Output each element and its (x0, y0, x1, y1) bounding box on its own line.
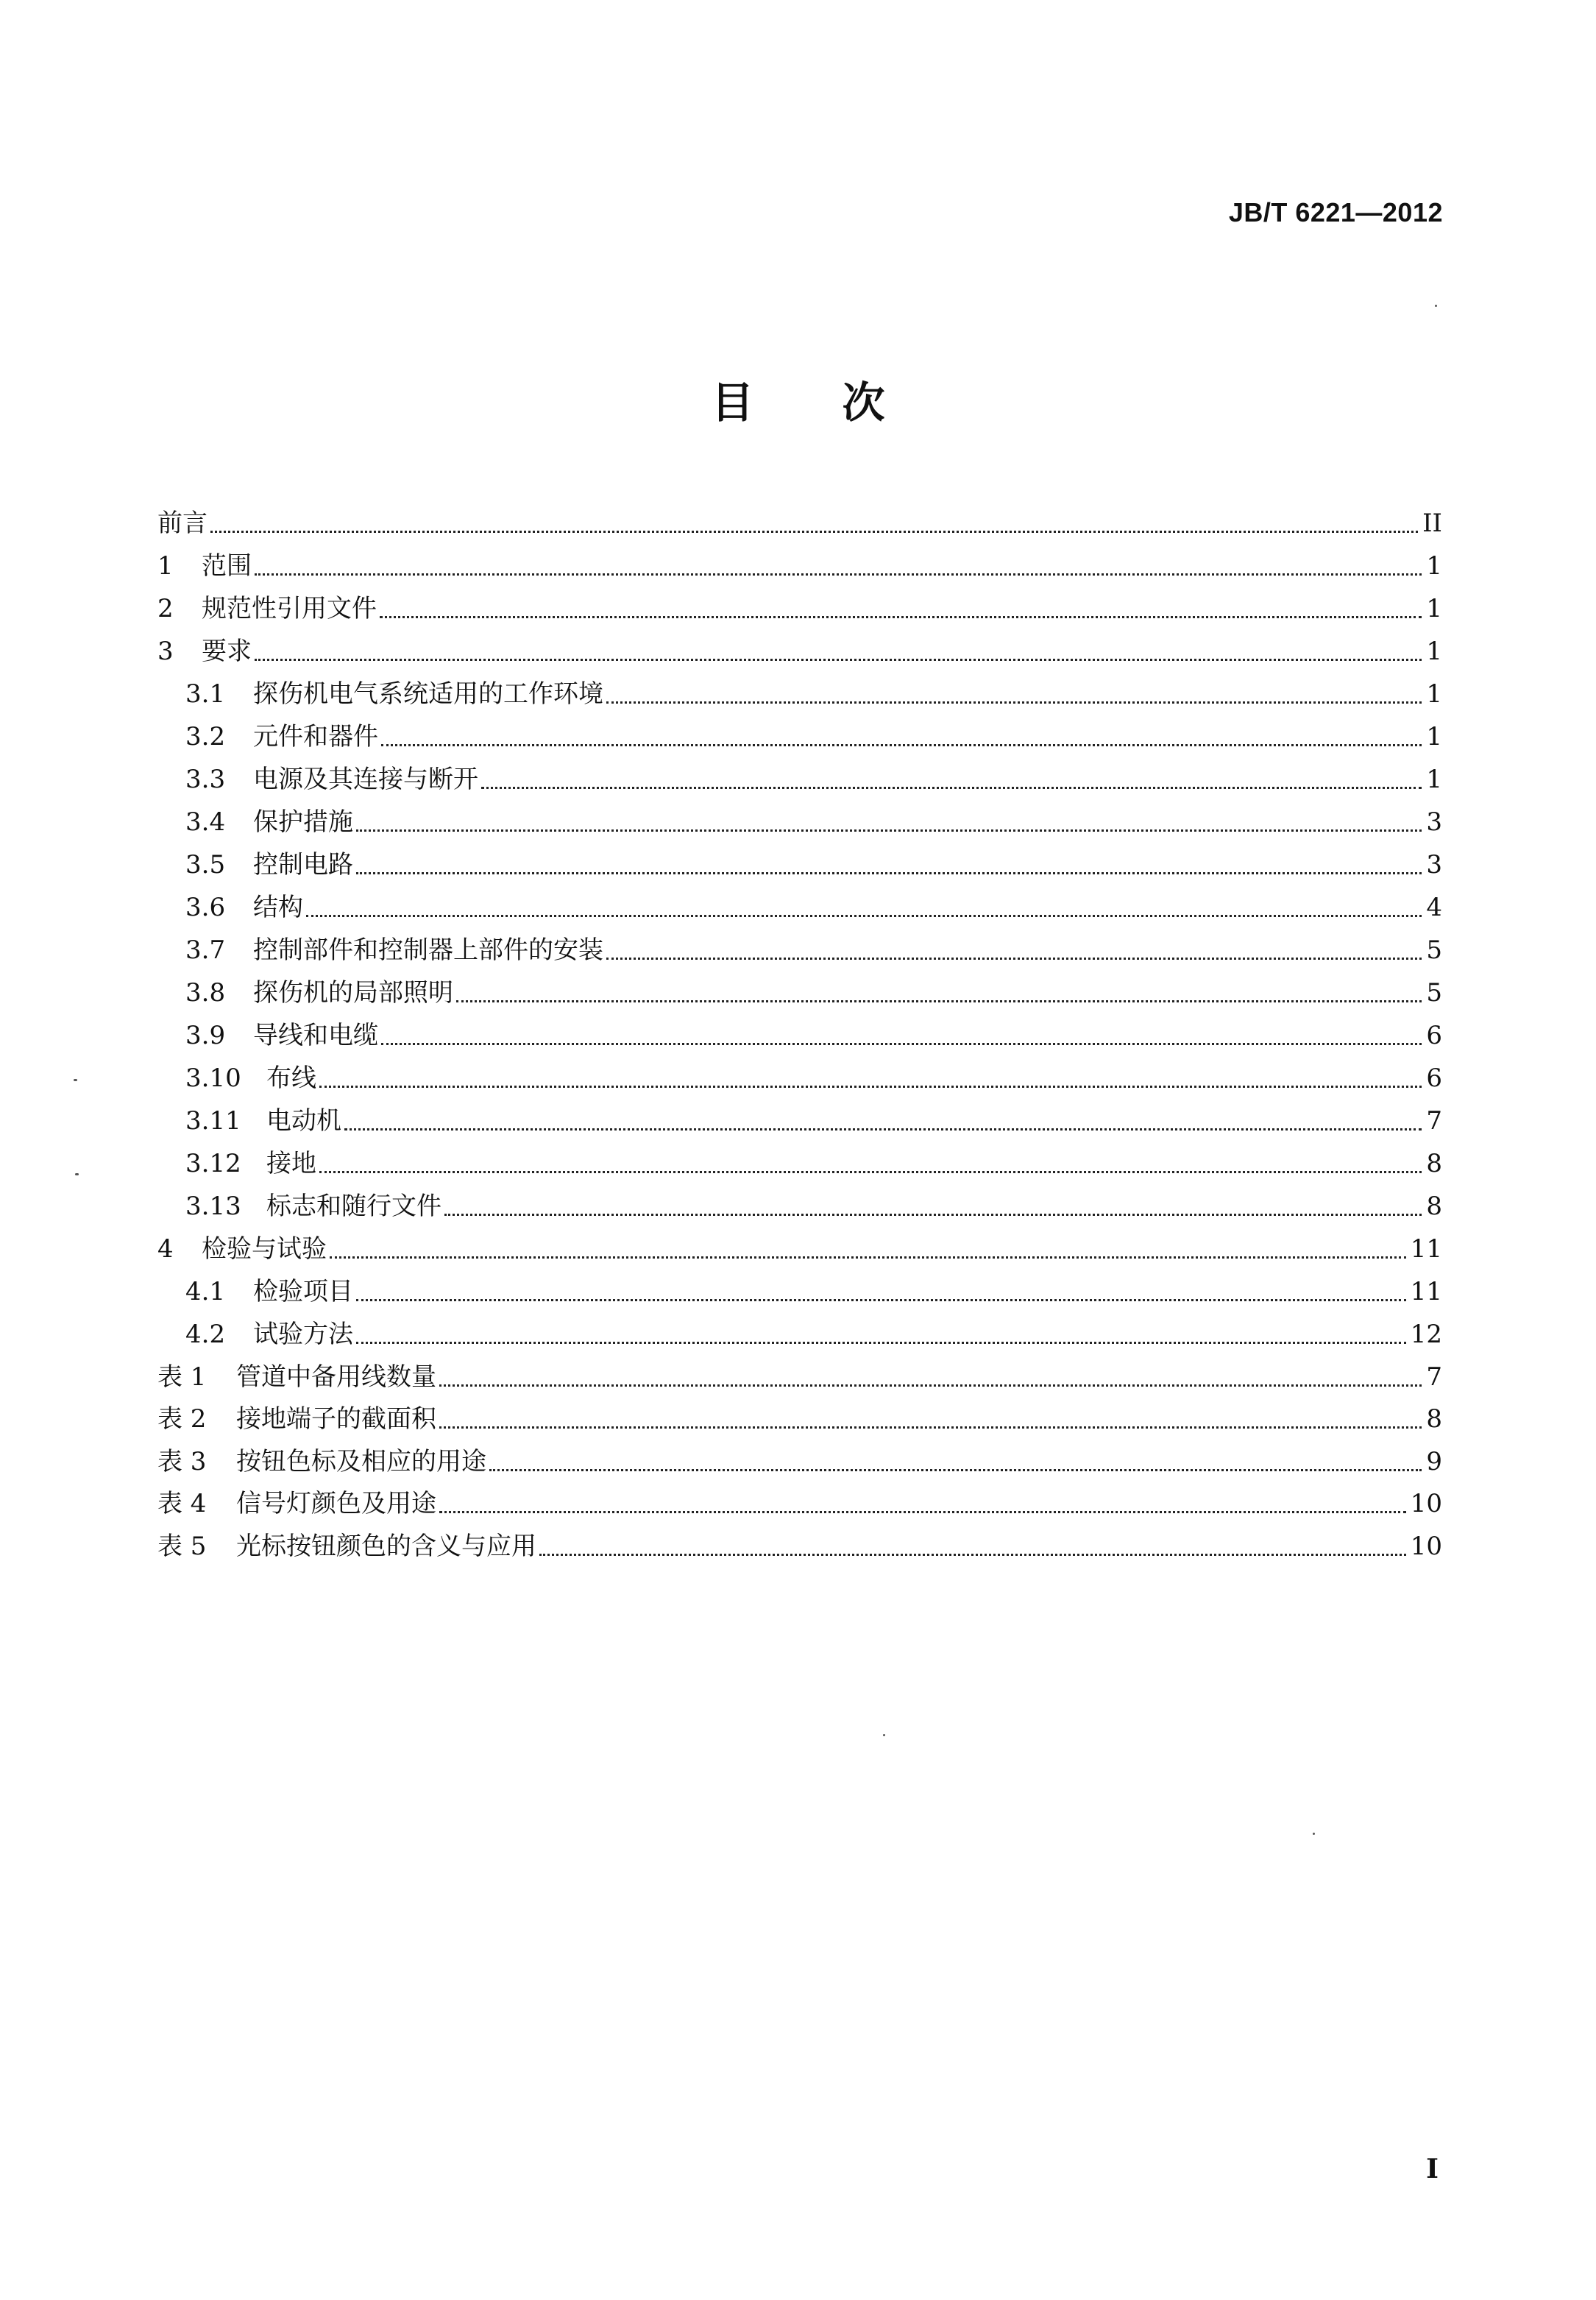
toc-entry-page: 7 (1426, 1106, 1442, 1136)
toc-entry-page: 12 (1410, 1320, 1442, 1349)
leader-dots (255, 573, 1422, 576)
toc-title-left: 目 (711, 378, 754, 428)
toc-entry-label: 控制电路 (253, 850, 353, 880)
table-list-entry[interactable] (157, 1525, 1442, 1568)
toc-entry-label: 元件和器件 (253, 722, 378, 751)
leader-dots (439, 1511, 1406, 1513)
table-page: 7 (1426, 1362, 1442, 1392)
toc-entry[interactable] (157, 587, 1442, 630)
toc-entry[interactable] (157, 1313, 1442, 1356)
scan-speck (75, 1173, 79, 1175)
toc-entry-number: 3.11 (185, 1106, 241, 1136)
table-number: 表 3 (157, 1446, 207, 1476)
toc-entry[interactable] (157, 1014, 1442, 1057)
toc-entry[interactable] (157, 502, 1442, 545)
toc-entry[interactable] (157, 1142, 1442, 1185)
toc-entry-number: 4.1 (185, 1277, 226, 1306)
toc-entry[interactable] (157, 1185, 1442, 1228)
table-label: 信号灯颜色及用途 (236, 1489, 436, 1518)
scan-speck (1313, 1833, 1315, 1835)
table-page: 8 (1426, 1404, 1442, 1434)
table-number: 表 5 (157, 1531, 207, 1561)
toc-entry-label: 范围 (202, 551, 252, 581)
leader-dots (255, 659, 1422, 661)
toc-entry-number: 3.7 (185, 935, 226, 965)
toc-entry-page: 6 (1426, 1064, 1442, 1093)
toc-entry-label: 导线和电缆 (253, 1021, 378, 1050)
scan-speck (1435, 305, 1437, 307)
leader-dots (539, 1554, 1406, 1556)
toc-entry-number: 3.2 (185, 722, 226, 751)
table-label: 按钮色标及相应的用途 (236, 1446, 486, 1476)
toc-entry-number: 4.2 (185, 1320, 226, 1349)
toc-entry-page: 5 (1426, 978, 1442, 1008)
toc-entry-number: 3.9 (185, 1021, 226, 1050)
toc-entry[interactable] (157, 1057, 1442, 1100)
table-page: 10 (1410, 1531, 1442, 1561)
toc-entry[interactable] (157, 758, 1442, 801)
toc-entry[interactable] (157, 1228, 1442, 1270)
scan-speck (74, 1079, 77, 1081)
table-list-entry[interactable] (157, 1440, 1442, 1483)
leader-dots (356, 829, 1422, 832)
toc-entry-label: 规范性引用文件 (202, 594, 377, 623)
toc-entry-label: 结构 (253, 893, 303, 922)
toc-entry-page: 1 (1426, 551, 1442, 581)
toc-entry-label: 探伤机电气系统适用的工作环境 (253, 679, 603, 709)
toc-entry-number: 3.13 (185, 1192, 241, 1221)
leader-dots (306, 915, 1422, 917)
toc-entry-label: 电源及其连接与断开 (253, 765, 478, 794)
toc-entry[interactable] (157, 972, 1442, 1014)
toc-entry-label: 探伤机的局部照明 (253, 978, 453, 1008)
leader-dots (489, 1469, 1422, 1471)
toc-entry-number: 3.8 (185, 978, 226, 1008)
toc-entry-label: 要求 (202, 637, 252, 666)
leader-dots (319, 1171, 1422, 1173)
toc-entry[interactable] (157, 1270, 1442, 1313)
toc-entry[interactable] (157, 1100, 1442, 1142)
table-number: 表 1 (157, 1362, 207, 1392)
toc-entry-page: 11 (1410, 1277, 1442, 1306)
toc-entry[interactable] (157, 886, 1442, 929)
toc-entry-label: 电动机 (266, 1106, 341, 1136)
leader-dots (481, 787, 1422, 789)
table-list-entry[interactable] (157, 1398, 1442, 1441)
toc-entry-page: 3 (1426, 807, 1442, 837)
toc-title (0, 368, 1596, 430)
toc-entry-page: 1 (1426, 765, 1442, 794)
leader-dots (456, 1000, 1422, 1002)
leader-dots (210, 531, 1418, 533)
toc-entry-page: 6 (1426, 1021, 1442, 1050)
leader-dots (380, 616, 1422, 618)
toc-entry-page: 1 (1426, 637, 1442, 666)
table-page: 10 (1410, 1489, 1442, 1518)
toc-entry[interactable] (157, 630, 1442, 673)
toc-entry-number: 3.5 (185, 850, 226, 880)
leader-dots (356, 872, 1422, 874)
document-code: JB/T 6221—2012 (1228, 197, 1443, 227)
toc-entry-label: 接地 (266, 1149, 316, 1178)
toc-entry-label: 试验方法 (253, 1320, 353, 1349)
toc-entry-page: 1 (1426, 722, 1442, 751)
leader-dots (381, 1043, 1422, 1045)
toc-entry[interactable] (157, 843, 1442, 886)
toc-entry-page: 1 (1426, 679, 1442, 709)
toc-entry[interactable] (157, 545, 1442, 587)
leader-dots (439, 1384, 1422, 1387)
toc-entry-label: 检验与试验 (202, 1234, 327, 1264)
leader-dots (356, 1299, 1406, 1301)
table-page: 9 (1426, 1446, 1442, 1476)
toc-entry-number: 3.10 (185, 1064, 241, 1093)
toc-entry-number: 3.3 (185, 765, 226, 794)
table-number: 表 4 (157, 1489, 207, 1518)
toc-entry-label: 保护措施 (253, 807, 353, 837)
toc-entry-number: 3.4 (185, 807, 226, 837)
toc-entry-number: 3.12 (185, 1149, 241, 1178)
leader-dots (356, 1342, 1406, 1344)
table-label: 管道中备用线数量 (236, 1362, 436, 1392)
toc-entry[interactable] (157, 929, 1442, 972)
table-number: 表 2 (157, 1404, 207, 1434)
table-list-entry[interactable] (157, 1483, 1442, 1526)
toc-entry-label: 布线 (266, 1064, 316, 1093)
table-label: 接地端子的截面积 (236, 1404, 436, 1434)
toc-entry[interactable] (157, 673, 1442, 715)
toc-entry-page: 8 (1426, 1149, 1442, 1178)
toc-entry-label: 标志和随行文件 (266, 1192, 441, 1221)
toc-entry-number: 3 (157, 637, 174, 666)
leader-dots (319, 1086, 1422, 1088)
toc-entry-number: 4 (157, 1234, 174, 1264)
scan-speck (883, 1734, 885, 1736)
toc-entry-number: 3.1 (185, 679, 226, 709)
toc-entry-number: 2 (157, 594, 174, 623)
toc-entry-page: 11 (1410, 1234, 1442, 1264)
table-of-contents (157, 502, 1442, 1568)
toc-entry-number: 3.6 (185, 893, 226, 922)
toc-entry[interactable] (157, 715, 1442, 758)
page-folio: I (1426, 2154, 1439, 2184)
toc-entry-label: 控制部件和控制器上部件的安装 (253, 935, 603, 965)
toc-entry-page: 5 (1426, 935, 1442, 965)
toc-entry-label: 检验项目 (253, 1277, 353, 1306)
leader-dots (444, 1214, 1422, 1216)
toc-entry-page: II (1422, 509, 1442, 538)
table-label: 光标按钮颜色的含义与应用 (236, 1531, 536, 1561)
toc-entry-label: 前言 (157, 509, 208, 538)
leader-dots (606, 958, 1422, 960)
toc-entry-number: 1 (157, 551, 174, 581)
toc-title-right: 次 (842, 378, 885, 428)
toc-entry-page: 8 (1426, 1192, 1442, 1221)
leader-dots (330, 1256, 1406, 1259)
toc-entry[interactable] (157, 801, 1442, 843)
leader-dots (606, 701, 1422, 704)
leader-dots (381, 744, 1422, 746)
leader-dots (344, 1128, 1422, 1130)
toc-entry-page: 4 (1426, 893, 1442, 922)
leader-dots (439, 1426, 1422, 1429)
table-list-entry[interactable] (157, 1356, 1442, 1398)
toc-entry-page: 3 (1426, 850, 1442, 880)
toc-entry-page: 1 (1426, 594, 1442, 623)
